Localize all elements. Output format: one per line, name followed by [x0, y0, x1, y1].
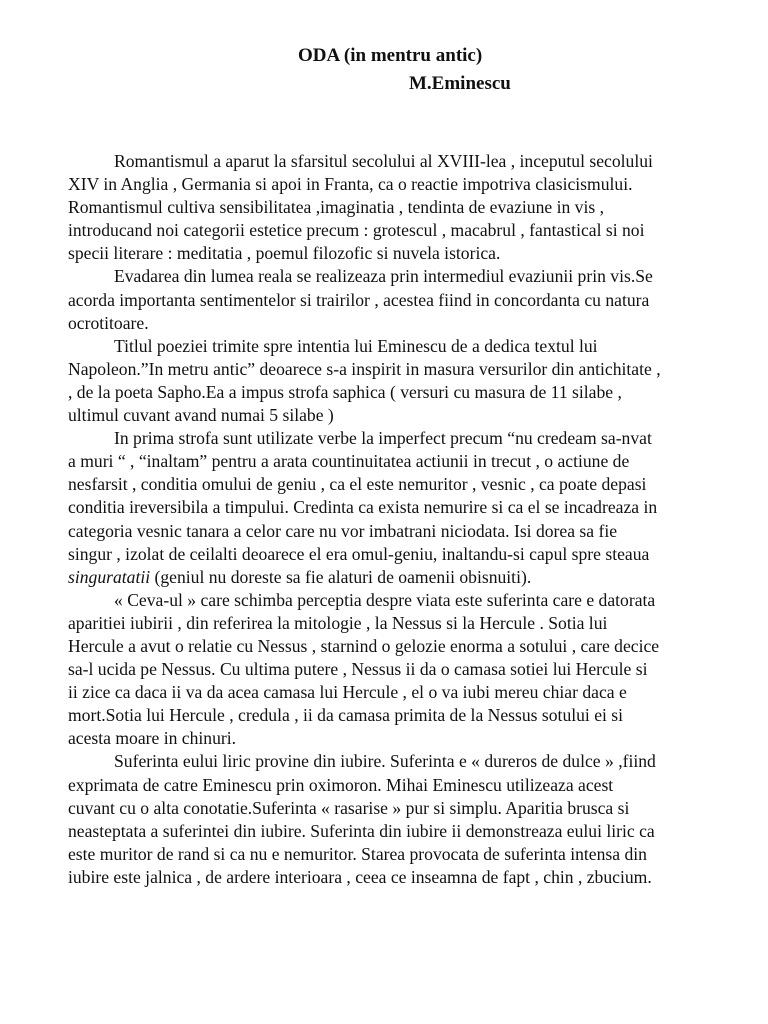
paragraph-suffering-love — [68, 750, 740, 889]
paragraph-title-meaning — [68, 335, 740, 427]
text-line: acorda importanta sentimentelor si trairilor , acestea fiind in concordanta cu natura — [68, 289, 650, 310]
text-line: ii zice ca daca ii va da acea camasa lui Hercule , el o va iubi mereu chiar daca e — [68, 682, 627, 703]
text-line — [68, 566, 740, 589]
text-line: iubire este jalnica , de ardere interioara , ceea ce inseamna de fapt , chin , zbucium. — [68, 866, 652, 887]
text-line-tail: (geniul nu doreste sa fie alaturi de oamenii obisnuiti). — [150, 566, 532, 587]
text-line: Suferinta eului liric provine din iubire. Suferinta e « dureros de dulce » ,fiind — [114, 751, 656, 772]
text-line: ultimul cuvant avand numai 5 silabe ) — [68, 405, 334, 426]
text-line: acesta moare in chinuri. — [68, 728, 237, 749]
text-line: Napoleon.”In metru antic” deoarece s-a inspirit in masura versurilor din antichitate , — [68, 358, 661, 379]
text-line: nesfarsit , conditia omului de geniu , ca el este nemuritor , vesnic , ca poate depasi — [68, 474, 647, 495]
text-line: mort.Sotia lui Hercule , credula , ii da camasa primita de la Nessus sotului ei si — [68, 705, 624, 726]
text-line: singur , izolat de ceilalti deoarece el era omul-geniu, inaltandu-si capul spre steaua — [68, 543, 650, 564]
text-line: Titlul poeziei trimite spre intentia lui Eminescu de a dedica textul lui — [114, 335, 598, 356]
text-line: conditia ireversibila a timpului. Credinta ca exista nemurire si ca el se incadreaza in — [68, 497, 658, 518]
text-line: cuvant cu o alta conotatie.Suferinta « rasarise » pur si simplu. Aparitia brusca si — [68, 797, 630, 818]
paragraph-first-stanza — [68, 427, 740, 589]
text-line: aparitiei iubirii , din referirea la mitologie , la Nessus si la Hercule . Sotia lui — [68, 612, 608, 633]
text-line: a muri “ , “inaltam” pentru a arata countinuitatea actiunii in trecut , o actiune de — [68, 451, 630, 472]
paragraph-escape-dream — [68, 265, 740, 334]
text-line: Romantismul cultiva sensibilitatea ,imaginatia , tendinta de evaziune in vis , — [68, 197, 604, 218]
text-line: Evadarea din lumea reala se realizeaza prin intermediul evaziunii prin vis.Se — [114, 266, 653, 287]
document-body — [68, 150, 740, 889]
text-line: « Ceva-ul » care schimba perceptia despre viata este suferinta care e datorata — [114, 589, 656, 610]
text-line: ocrotitoare. — [68, 312, 149, 333]
text-line: , de la poeta Sapho.Ea a impus strofa saphica ( versuri cu masura de 11 silabe , — [68, 381, 622, 402]
paragraph-nessus-hercules — [68, 589, 740, 751]
text-line: exprimata de catre Eminescu prin oximoron. Mihai Eminescu utilizeaza acest — [68, 774, 614, 795]
text-line: introducand noi categorii estetice precum : grotescul , macabrul , fantastical si noi — [68, 220, 645, 241]
text-line: este muritor de rand si ca nu e nemuritor. Starea provocata de suferinta intensa din — [68, 843, 647, 864]
paragraph-romanticism-intro — [68, 150, 740, 265]
text-line: In prima strofa sunt utilizate verbe la imperfect precum “nu credeam sa-nvat — [114, 428, 652, 449]
document-title: ODA (in mentru antic) — [298, 45, 483, 66]
text-line: Hercule a avut o relatie cu Nessus , starnind o gelozie enorma a sotului , care decice — [68, 635, 660, 656]
document-author: M.Eminescu — [409, 73, 511, 94]
text-line: Romantismul a aparut la sfarsitul secolului al XVIII-lea , inceputul secolului — [114, 151, 653, 171]
text-line: specii literare : meditatia , poemul filozofic si nuvela istorica. — [68, 243, 501, 264]
text-line: XIV in Anglia , Germania si apoi in Franta, ca o reactie impotriva clasicismului. — [68, 174, 633, 195]
text-line: categoria vesnic tanara a celor care nu vor imbatrani niciodata. Isi dorea sa fie — [68, 520, 618, 541]
text-line: sa-l ucida pe Nessus. Cu ultima putere , Nessus ii da o camasa sotiei lui Hercule si — [68, 659, 648, 680]
italic-word: singuratatii — [68, 566, 151, 587]
text-line: neasteptata a suferintei din iubire. Suferinta din iubire ii demonstreaza eului liric ca — [68, 820, 655, 841]
